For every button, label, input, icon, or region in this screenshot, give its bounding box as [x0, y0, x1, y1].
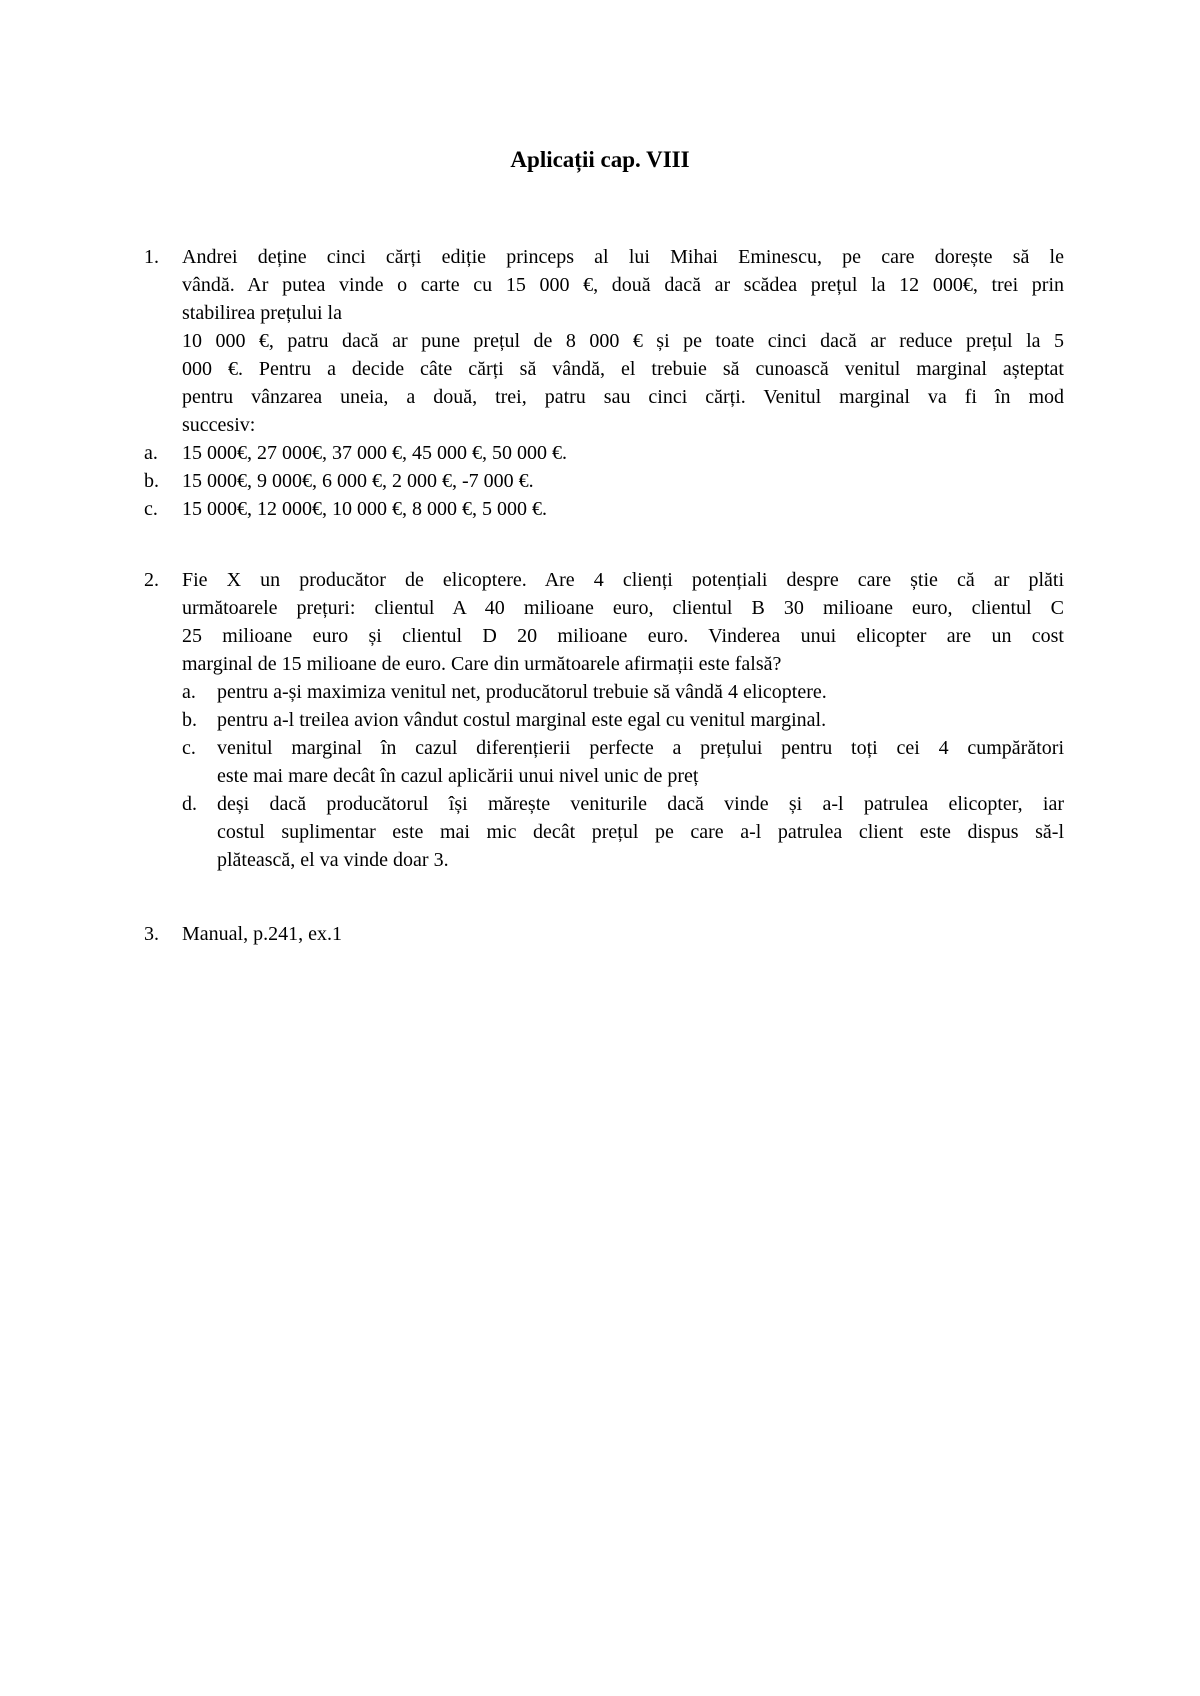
- option-letter: d.: [182, 793, 197, 815]
- answer-option-b: [182, 706, 1064, 734]
- question-line: 10 000 €, patru dacă ar pune prețul de 8 000 € și pe toate cinci dacă ar reduce prețul la 5: [182, 330, 1064, 352]
- question-number: 3.: [144, 923, 159, 945]
- question-text: [182, 566, 1064, 678]
- question-line: succesiv:: [182, 414, 256, 436]
- page-title: Aplicații cap. VIII: [510, 147, 690, 172]
- option-letter: b.: [144, 470, 159, 492]
- option-letter: c.: [144, 498, 158, 520]
- option-text: pentru a-și maximiza venitul net, producătorul trebuie să vândă 4 elicoptere.: [217, 681, 827, 703]
- option-text: 15 000€, 27 000€, 37 000 €, 45 000 €, 50 000 €.: [182, 442, 567, 464]
- option-text: pentru a-l treilea avion vândut costul marginal este egal cu venitul marginal.: [217, 709, 827, 731]
- question-line: 000 €. Pentru a decide câte cărți să vândă, el trebuie să cunoască venitul marginal așteptat: [182, 358, 1064, 380]
- option-letter: a.: [182, 681, 196, 703]
- option-text: este mai mare decât în cazul aplicării unui nivel unic de preț: [217, 765, 699, 787]
- answer-option-c: [144, 495, 1064, 523]
- option-text: venitul marginal în cazul diferențierii perfecte a prețului pentru toți cei 4 cumpărători: [217, 737, 1064, 759]
- answer-option-d: [182, 790, 1064, 874]
- question-line: marginal de 15 milioane de euro. Care din următoarele afirmații este falsă?: [182, 653, 782, 675]
- option-text: 15 000€, 12 000€, 10 000 €, 8 000 €, 5 000 €.: [182, 498, 547, 520]
- option-letter: b.: [182, 709, 197, 731]
- question-line: Andrei deține cinci cărți ediție princeps al lui Mihai Eminescu, pe care dorește să le: [182, 246, 1064, 268]
- option-letter: a.: [144, 442, 158, 464]
- question-line: următoarele prețuri: clientul A 40 milioane euro, clientul B 30 milioane euro, clientul C: [182, 597, 1064, 619]
- question-line: 25 milioane euro și clientul D 20 milioane euro. Vinderea unui elicopter are un cost: [182, 625, 1064, 647]
- option-text: costul suplimentar este mai mic decât prețul pe care a-l patrulea client este dispus să-l: [217, 821, 1064, 843]
- option-text: 15 000€, 9 000€, 6 000 €, 2 000 €, -7 000 €.: [182, 470, 534, 492]
- question-3: [144, 920, 1064, 948]
- option-letter: c.: [182, 737, 196, 759]
- question-text: Manual, p.241, ex.1: [182, 923, 342, 945]
- question-number: 1.: [144, 246, 159, 268]
- question-2: [144, 566, 1064, 874]
- question-line: pentru vânzarea uneia, a două, trei, patru sau cinci cărți. Venitul marginal va fi în mod: [182, 386, 1064, 408]
- question-number: 2.: [144, 569, 159, 591]
- question-line: Fie X un producător de elicoptere. Are 4 clienți potențiali despre care știe că ar plăti: [182, 569, 1064, 591]
- answer-option-b: [144, 467, 1064, 495]
- answer-option-a: [144, 439, 1064, 467]
- answer-option-c: [182, 734, 1064, 790]
- question-line: vândă. Ar putea vinde o carte cu 15 000 €, două dacă ar scădea prețul la 12 000€, trei prin: [182, 274, 1064, 296]
- question-line: stabilirea prețului la: [182, 302, 342, 324]
- option-text: plătească, el va vinde doar 3.: [217, 849, 449, 871]
- question-1: [144, 243, 1064, 523]
- question-text: [182, 243, 1064, 439]
- option-text: deși dacă producătorul își mărește veniturile dacă vinde și a-l patrulea elicopter, iar: [217, 793, 1064, 815]
- answer-option-a: [182, 678, 1064, 706]
